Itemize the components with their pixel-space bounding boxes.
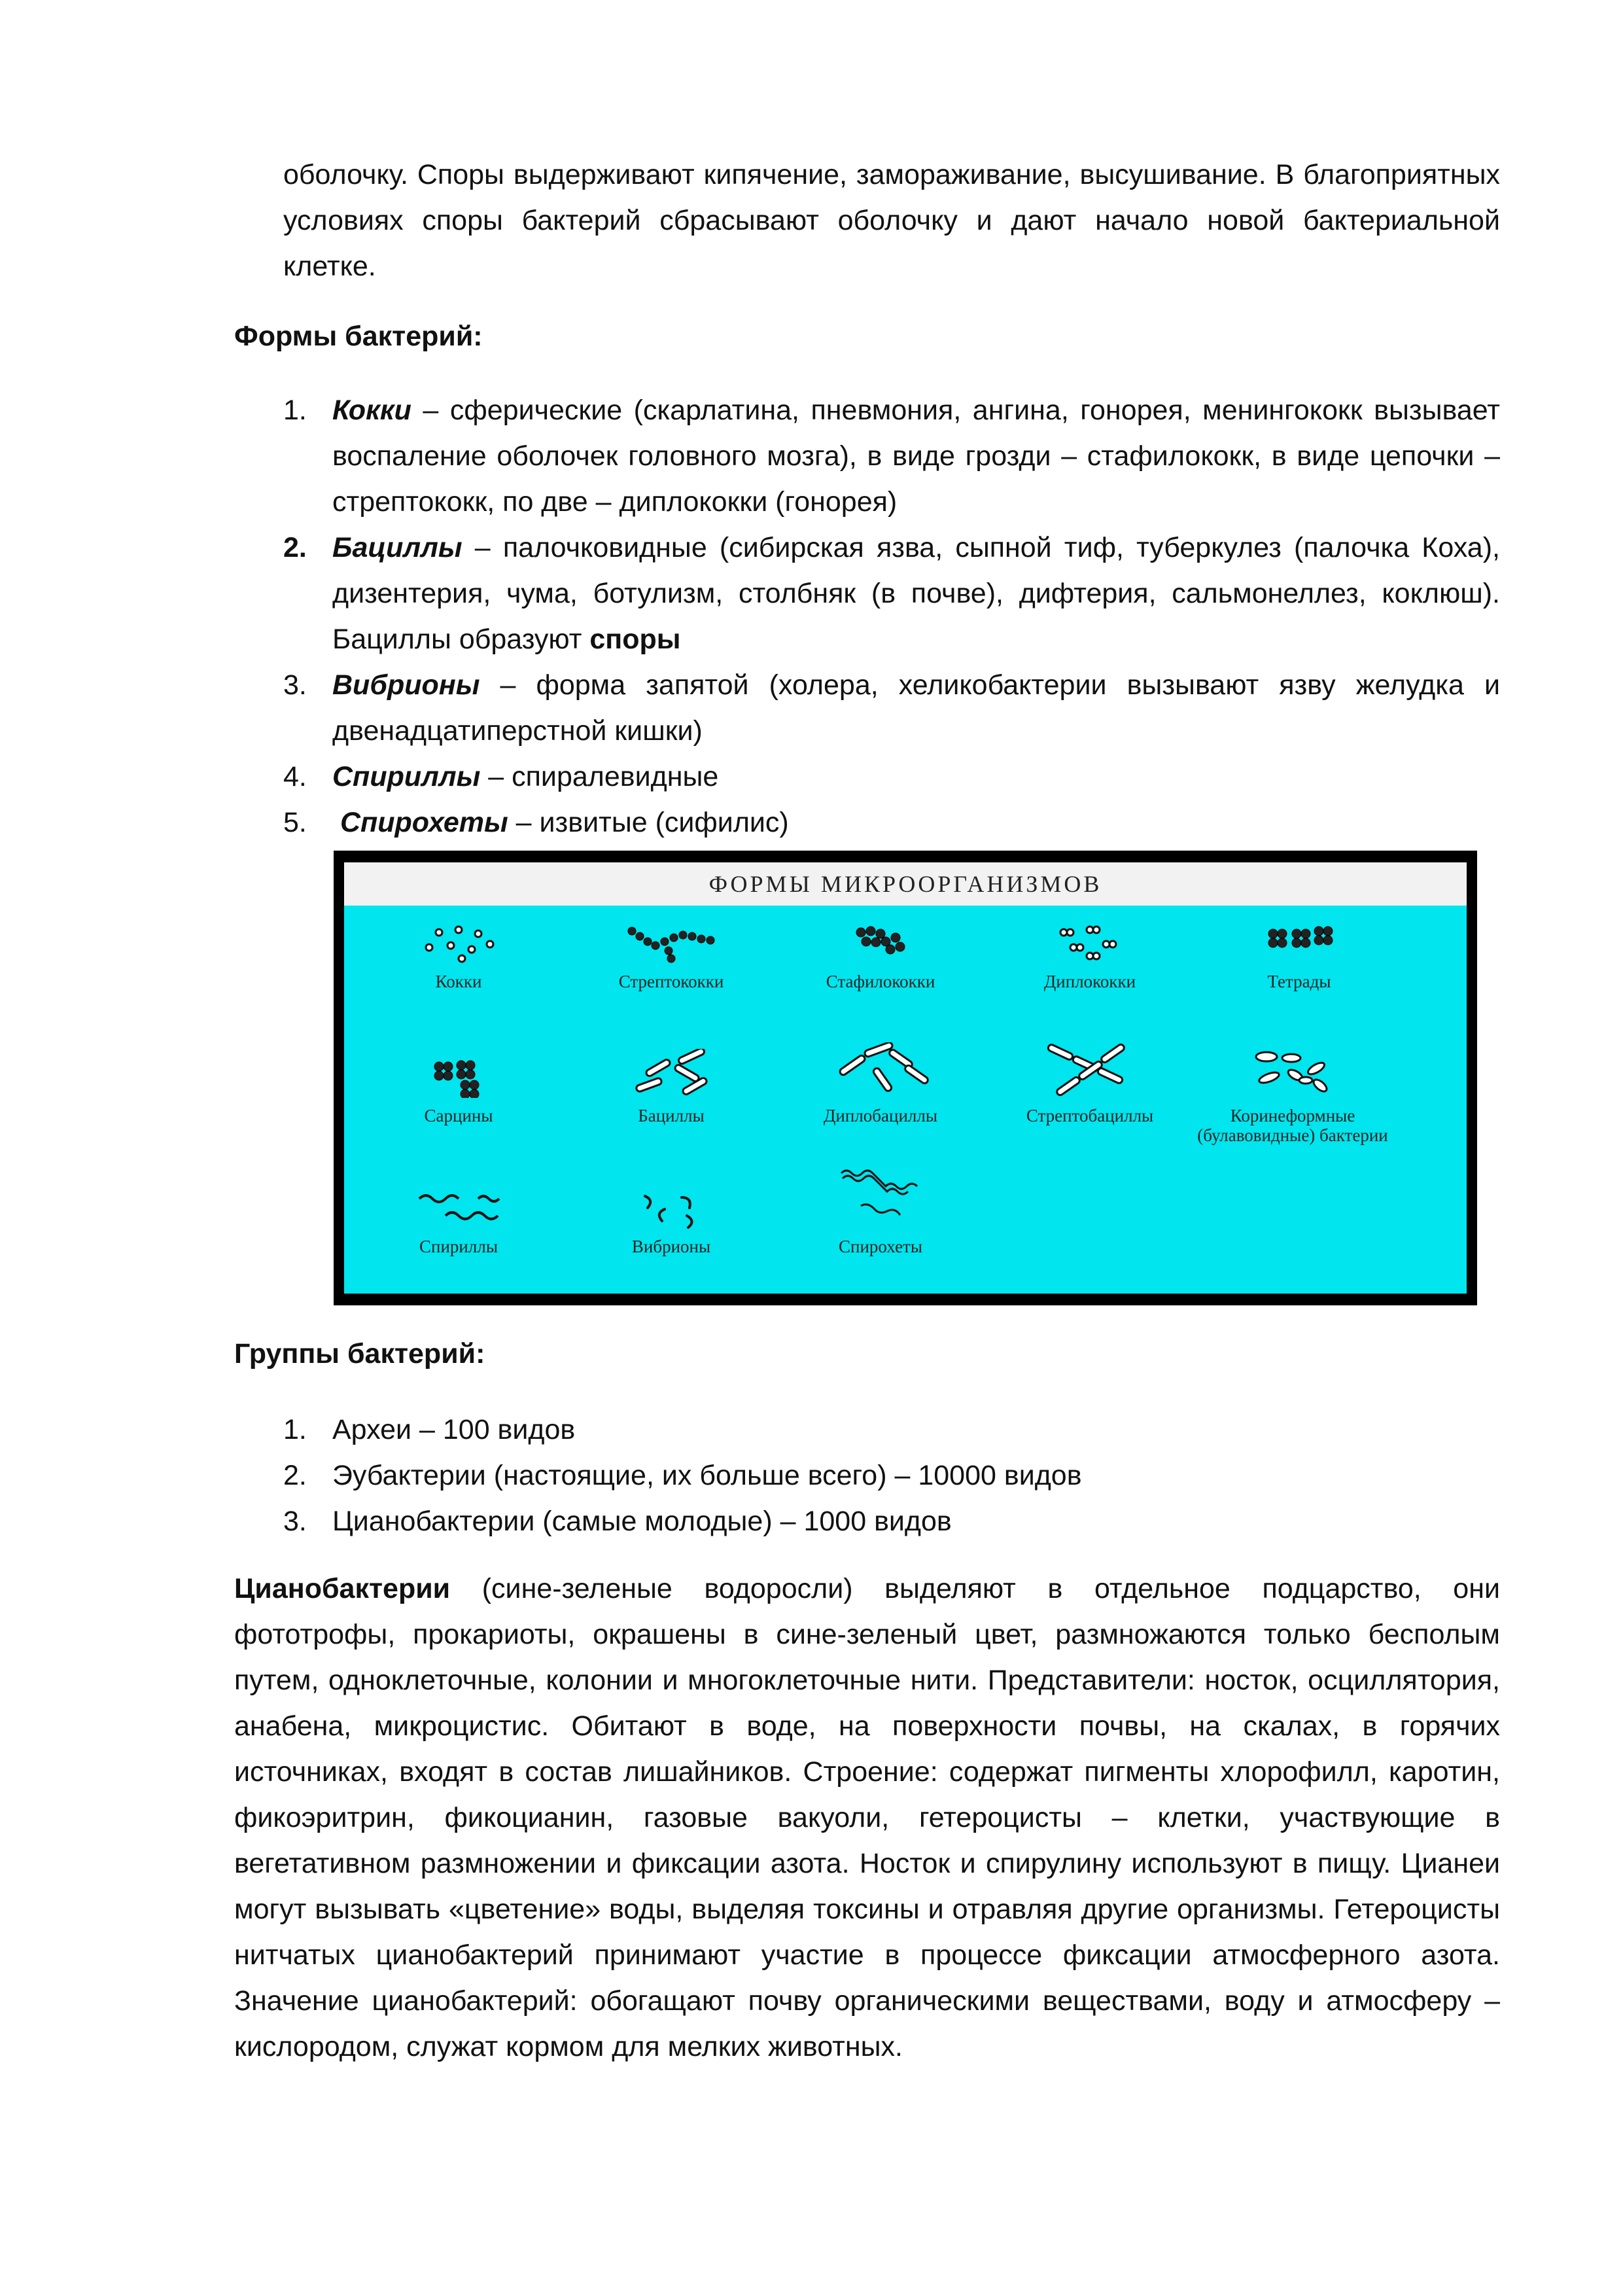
sarcina-icon [413, 1059, 504, 1098]
groups-heading: Группы бактерий: [234, 1338, 485, 1369]
diplobacilli-icon [825, 1042, 936, 1098]
cell-tetrads [1198, 925, 1401, 991]
forms-heading: Формы бактерий: [234, 321, 483, 352]
label-bacilli: Бациллы [638, 1106, 705, 1125]
spirilla-icon [406, 1190, 511, 1229]
cocci-icon [413, 925, 504, 964]
bacilli-icon [619, 1049, 724, 1098]
intro-paragraph: оболочку. Споры выдерживают кипячение, замораживание, высушивание. В благоприятных условиях споры бактерий сбрасывают оболочку и дают начало новой бактериальной клетке. [283, 159, 1500, 282]
list-item [234, 800, 1500, 845]
label-vibrio: Вибрионы [631, 1237, 711, 1256]
spores-word: споры [589, 624, 681, 655]
cell-diplobac [779, 1042, 982, 1125]
cell-vibrio [570, 1190, 773, 1256]
label-spirochete: Спирохеты [839, 1237, 922, 1256]
list-number: 5. [283, 807, 307, 838]
cell-spirilla [357, 1190, 560, 1256]
diplococci-icon [1044, 925, 1136, 964]
forms-list [234, 387, 1500, 845]
streptobacilli-icon [1034, 1042, 1145, 1098]
list-text: – сферические (скарлатина, пневмония, ангина, гонорея, менингококк вызывает воспаление оболочек головного мозга), в виде грозди – стафилококк, в виде цепочки – стрептококк, по две – диплококки (гонорея) [332, 395, 1500, 518]
cell-cocci [357, 925, 560, 991]
cell-staph [779, 925, 982, 991]
figure-panel [344, 862, 1467, 1294]
term-cyanobacteria: Цианобактерии [234, 1573, 451, 1604]
list-number: 3. [283, 669, 307, 701]
staphylococci-icon [835, 925, 926, 964]
term-spirilla: Спириллы [332, 761, 481, 792]
label-diplo: Диплококки [1043, 972, 1136, 991]
figure-title: ФОРМЫ МИКРООРГАНИЗМОВ [344, 862, 1467, 906]
list-text: Цианобактерии (самые молодые) – 1000 видов [332, 1506, 952, 1537]
label-streptobac: Стрептобациллы [1026, 1106, 1154, 1125]
coryneform-icon [1240, 1049, 1345, 1098]
cell-streptobac [988, 1042, 1191, 1125]
cell-sarcina [357, 1059, 560, 1125]
list-item [234, 1407, 1500, 1453]
term-bacilli: Бациллы [332, 532, 462, 563]
tetrads-icon [1253, 925, 1345, 964]
cell-coryne [1185, 1049, 1401, 1145]
label-coryne: Коринеформные (булавовидные) бактерии [1197, 1106, 1388, 1145]
list-item [234, 387, 1500, 525]
term-vibrio: Вибрионы [332, 669, 480, 701]
list-item [234, 1498, 1500, 1544]
spirochete-icon [822, 1167, 939, 1229]
list-item [234, 754, 1500, 800]
list-text: – спиралевидные [480, 761, 719, 792]
term-spirochete: Спирохеты [340, 807, 508, 838]
groups-list [234, 1407, 1500, 1544]
list-number: 1. [283, 395, 307, 426]
microorganisms-figure [334, 851, 1477, 1305]
term-cocci: Кокки [332, 395, 411, 426]
list-text: Археи – 100 видов [332, 1414, 576, 1445]
list-text: – палочковидные (сибирская язва, сыпной тиф, туберкулез (палочка Коха), дизентерия, чума, ботулизм, столбняк (в почве), дифтерия, сальмонеллез, коклюш). Бациллы образуют [332, 532, 1500, 655]
cell-bacilli [570, 1049, 773, 1125]
list-number: 2. [283, 532, 307, 563]
label-cocci: Кокки [435, 972, 482, 991]
list-item [234, 662, 1500, 754]
streptococci-icon [619, 925, 724, 964]
cell-strepto [570, 925, 773, 991]
label-staph: Стафилококки [826, 972, 935, 991]
list-text: – извитые (сифилис) [508, 807, 789, 838]
label-spirilla: Спириллы [419, 1237, 498, 1256]
cyanobacteria-text: (сине-зеленые водоросли) выделяют в отдельное подцарство, они фототрофы, прокариоты, окрашены в сине-зеленый цвет, размножаются только бесполым путем, одноклеточные, колонии и многоклеточные нити. Представители: носток, осциллятория, анабена, микроцистис. Обитают в воде, на поверхности почвы, на скалах, в горячих источниках, входят в состав лишайников. Строение: содержат пигменты хлорофилл, каротин, фикоэритрин, фикоцианин, газовые вакуоли, гетероцисты – клетки, участвующие в вегетативном размножении и фиксации азота. Носток и спирулину используют в пищу. Цианеи могут вызывать «цветение» воды, выделяя токсины и отравляя другие организмы. Гетероцисты нитчатых цианобактерий принимают участие в процессе фиксации атмосферного азота. Значение цианобактерий: обогащают почву органическими веществами, воду и атмосферу – кислородом, служат кормом для мелких животных. [234, 1573, 1500, 2062]
list-number: 1. [283, 1414, 307, 1445]
list-number: 2. [283, 1460, 307, 1491]
list-number: 3. [283, 1506, 307, 1537]
vibrio-icon [619, 1190, 724, 1229]
list-text: – форма запятой (холера, хеликобактерии вызывают язву желудка и двенадцатиперстной кишки) [332, 669, 1500, 747]
cell-diplo [988, 925, 1191, 991]
cyanobacteria-paragraph [234, 1566, 1500, 2070]
label-tetrads: Тетрады [1267, 972, 1331, 991]
list-item [234, 1453, 1500, 1498]
label-diplobac: Диплобациллы [824, 1106, 937, 1125]
cell-spirochete [779, 1167, 982, 1256]
label-strepto: Стрептококки [618, 972, 724, 991]
list-text: Эубактерии (настоящие, их больше всего) – 10000 видов [332, 1460, 1082, 1491]
list-item [234, 525, 1500, 662]
label-sarcina: Сарцины [424, 1106, 493, 1125]
list-number: 4. [283, 761, 307, 792]
